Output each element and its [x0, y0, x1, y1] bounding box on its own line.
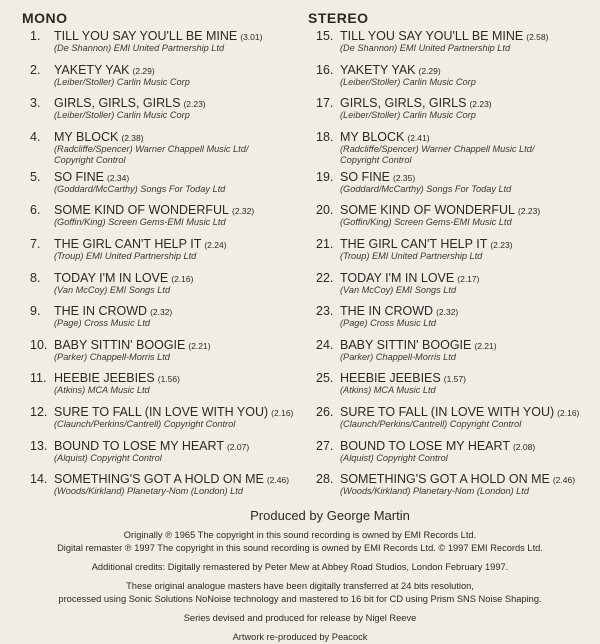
track-number: 5.: [30, 169, 41, 184]
track-title: SOMETHING'S GOT A HOLD ON ME: [54, 472, 264, 487]
track-duration: (2.41): [407, 132, 430, 143]
track-title: SURE TO FALL (IN LOVE WITH YOU): [340, 404, 555, 419]
track-credit: (Radcliffe/Spencer) Warner Chappell Music Ltd/ Copyright Control: [54, 143, 249, 166]
track-duration: (2.32): [150, 307, 173, 318]
track-duration: (2.34): [107, 172, 130, 183]
track-number: 6.: [30, 203, 41, 218]
track-row: [308, 95, 578, 129]
additional-credits: Additional credits: Digitally remastered by Peter Mew at Abbey Road Studios, London February 1997.: [91, 562, 509, 572]
track-credit: (Alquist) Copyright Control: [340, 452, 448, 463]
track-row: [22, 202, 292, 236]
track-title: GIRLS, GIRLS, GIRLS: [54, 96, 181, 111]
track-number: 4.: [30, 129, 41, 144]
track-number: 21.: [316, 236, 334, 251]
track-title: THE GIRL CAN'T HELP IT: [340, 236, 488, 251]
stereo-header: STEREO: [308, 10, 369, 26]
track-duration: (2.23): [490, 239, 513, 250]
track-credit: (Radcliffe/Spencer) Warner Chappell Music Ltd/ Copyright Control: [340, 143, 535, 166]
track-number: 12.: [30, 404, 48, 419]
track-number: 13.: [30, 438, 48, 453]
mono-header: MONO: [22, 10, 68, 26]
track-row: [308, 303, 578, 337]
track-title: SURE TO FALL (IN LOVE WITH YOU): [54, 404, 269, 419]
track-title: TILL YOU SAY YOU'LL BE MINE: [340, 29, 524, 43]
track-row: [22, 28, 292, 62]
artwork-credit: Artwork re-produced by Peacock: [232, 632, 368, 642]
track-number: 15.: [316, 29, 334, 43]
track-duration: (2.16): [271, 407, 294, 418]
track-row: [22, 270, 292, 304]
track-row: [22, 129, 292, 169]
track-number: 25.: [316, 371, 334, 386]
track-number: 23.: [316, 304, 334, 319]
track-title: TODAY I'M IN LOVE: [54, 270, 169, 285]
track-title: THE IN CROWD: [54, 304, 148, 319]
track-duration: (2.08): [512, 441, 536, 452]
mono-track-list: [22, 28, 292, 505]
track-duration: (2.21): [188, 340, 211, 351]
track-title: TILL YOU SAY YOU'LL BE MINE: [54, 29, 238, 43]
track-credit: (Woods/Kirkland) Planetary-Nom (London) Ltd: [340, 486, 529, 497]
track-title: BOUND TO LOSE MY HEART: [340, 438, 510, 453]
track-duration: (2.23): [183, 99, 206, 110]
track-credit: (Woods/Kirkland) Planetary-Nom (London) Ltd: [54, 486, 243, 497]
track-number: 14.: [30, 472, 48, 487]
production-notes: [0, 508, 600, 644]
track-row: [22, 62, 292, 96]
track-duration: (2.35): [393, 172, 416, 183]
track-number: 11.: [30, 371, 47, 386]
track-number: 28.: [316, 472, 334, 487]
track-title: SOMETHING'S GOT A HOLD ON ME: [340, 472, 550, 487]
track-credit: (Page) Cross Music Ltd: [340, 318, 436, 329]
track-title: THE GIRL CAN'T HELP IT: [54, 236, 202, 251]
track-credit: (Troup) EMI United Partnership Ltd: [340, 250, 483, 261]
series-credit: Series devised and produced for release by Nigel Reeve: [183, 613, 417, 623]
track-duration: (2.07): [226, 441, 250, 452]
track-row: [308, 404, 578, 438]
track-row: [308, 370, 578, 404]
track-credit: (Leiber/Stoller) Carlin Music Corp: [54, 110, 190, 121]
track-duration: (2.32): [436, 307, 459, 318]
track-credit: (Claunch/Perkins/Cantrell) Copyright Control: [340, 418, 522, 429]
track-duration: (2.16): [557, 407, 580, 418]
track-duration: (2.21): [474, 340, 497, 351]
track-credit: (Alquist) Copyright Control: [54, 452, 162, 463]
track-number: 17.: [316, 96, 334, 111]
track-number: 27.: [316, 438, 334, 453]
track-row: [308, 202, 578, 236]
track-credit: (De Shannon) EMI United Partnership Ltd: [340, 43, 511, 53]
track-row: [22, 438, 292, 472]
track-number: 1.: [30, 29, 41, 43]
track-number: 26.: [316, 404, 334, 419]
track-title: MY BLOCK: [340, 129, 405, 144]
track-credit: (Goffin/King) Screen Gems-EMI Music Ltd: [54, 217, 226, 228]
track-title: SOME KIND OF WONDERFUL: [340, 203, 516, 218]
track-row: [22, 471, 292, 505]
track-title: BABY SITTIN' BOOGIE: [54, 337, 186, 352]
track-credit: (Parker) Chappell-Morris Ltd: [340, 351, 456, 362]
mono-column: [22, 0, 292, 505]
track-duration: (2.23): [518, 206, 541, 217]
track-title: MY BLOCK: [54, 129, 119, 144]
track-duration: (2.29): [132, 65, 155, 76]
track-row: [22, 169, 292, 203]
track-credit: (Page) Cross Music Ltd: [54, 318, 150, 329]
track-duration: (2.46): [266, 475, 290, 486]
copyright-remaster: Digital remaster ℗ 1997 The copyright in this sound recording is owned by EMI Records Ltd. © 1997 EMI Records Ltd.: [57, 543, 543, 553]
track-row: [308, 236, 578, 270]
track-number: 8.: [30, 270, 41, 285]
track-number: 16.: [316, 62, 334, 77]
track-title: SOME KIND OF WONDERFUL: [54, 203, 230, 218]
track-duration: (2.16): [171, 273, 194, 284]
track-credit: (Goddard/McCarthy) Songs For Today Ltd: [340, 183, 512, 194]
track-duration: (2.23): [469, 99, 492, 110]
track-duration: (2.32): [232, 206, 255, 217]
track-row: [22, 303, 292, 337]
track-row: [22, 236, 292, 270]
track-credit: (Parker) Chappell-Morris Ltd: [54, 351, 170, 362]
track-title: BOUND TO LOSE MY HEART: [54, 438, 224, 453]
track-title: HEEBIE JEEBIES: [54, 371, 155, 386]
producer-credit: Produced by George Martin: [250, 508, 410, 523]
track-number: 18.: [316, 129, 334, 144]
transfer-note-line-1: These original analogue masters have been digitally transferred at 24 bits resolution,: [126, 581, 474, 591]
track-number: 22.: [316, 270, 334, 285]
track-number: 24.: [316, 337, 334, 352]
track-title: SO FINE: [54, 169, 105, 184]
track-credit: (Leiber/Stoller) Carlin Music Corp: [340, 76, 476, 87]
track-duration: (2.17): [457, 273, 480, 284]
track-title: YAKETY YAK: [340, 62, 416, 77]
transfer-note-line-2: processed using Sonic Solutions NoNoise technology and mastered to 16 bit for CD using Prism SNS Noise Shaping.: [58, 594, 542, 604]
track-credit: (De Shannon) EMI United Partnership Ltd: [54, 43, 225, 53]
track-title: YAKETY YAK: [54, 62, 130, 77]
track-duration: (2.58): [526, 32, 549, 42]
track-number: 3.: [30, 96, 41, 111]
track-title: BABY SITTIN' BOOGIE: [340, 337, 472, 352]
track-title: HEEBIE JEEBIES: [340, 371, 441, 386]
stereo-track-list: [308, 28, 578, 505]
track-row: [308, 62, 578, 96]
track-row: [308, 337, 578, 371]
track-number: 19.: [316, 169, 334, 184]
track-duration: (2.38): [121, 132, 144, 143]
track-duration: (1.57): [443, 374, 466, 385]
track-title: SO FINE: [340, 169, 391, 184]
track-row: [22, 404, 292, 438]
track-credit: (Leiber/Stoller) Carlin Music Corp: [54, 76, 190, 87]
track-credit: (Troup) EMI United Partnership Ltd: [54, 250, 197, 261]
track-row: [22, 370, 292, 404]
track-row: [308, 169, 578, 203]
track-row: [308, 28, 578, 62]
track-credit: (Van McCoy) EMI Songs Ltd: [54, 284, 171, 295]
track-row: [308, 471, 578, 505]
track-row: [308, 129, 578, 169]
track-duration: (1.56): [157, 374, 180, 385]
track-duration: (3.01): [240, 32, 263, 42]
track-row: [308, 438, 578, 472]
track-credit: (Claunch/Perkins/Cantrell) Copyright Control: [54, 418, 236, 429]
track-credit: (Atkins) MCA Music Ltd: [54, 385, 150, 396]
track-row: [308, 270, 578, 304]
track-credit: (Goddard/McCarthy) Songs For Today Ltd: [54, 183, 226, 194]
track-credit: (Van McCoy) EMI Songs Ltd: [340, 284, 457, 295]
track-duration: (2.46): [552, 475, 576, 486]
track-duration: (2.29): [418, 65, 441, 76]
track-number: 7.: [30, 236, 41, 251]
track-row: [22, 337, 292, 371]
track-duration: (2.24): [204, 239, 227, 250]
copyright-original: Originally ℗ 1965 The copyright in this sound recording is owned by EMI Records Ltd.: [123, 530, 477, 540]
track-title: TODAY I'M IN LOVE: [340, 270, 455, 285]
track-number: 2.: [30, 62, 41, 77]
track-row: [22, 95, 292, 129]
track-number: 9.: [30, 304, 41, 319]
track-credit: (Leiber/Stoller) Carlin Music Corp: [340, 110, 476, 121]
track-credit: (Atkins) MCA Music Ltd: [340, 385, 436, 396]
track-title: THE IN CROWD: [340, 304, 434, 319]
track-title: GIRLS, GIRLS, GIRLS: [340, 96, 467, 111]
stereo-column: [308, 0, 578, 505]
track-credit: (Goffin/King) Screen Gems-EMI Music Ltd: [340, 217, 512, 228]
track-number: 20.: [316, 203, 334, 218]
track-number: 10.: [30, 337, 48, 352]
